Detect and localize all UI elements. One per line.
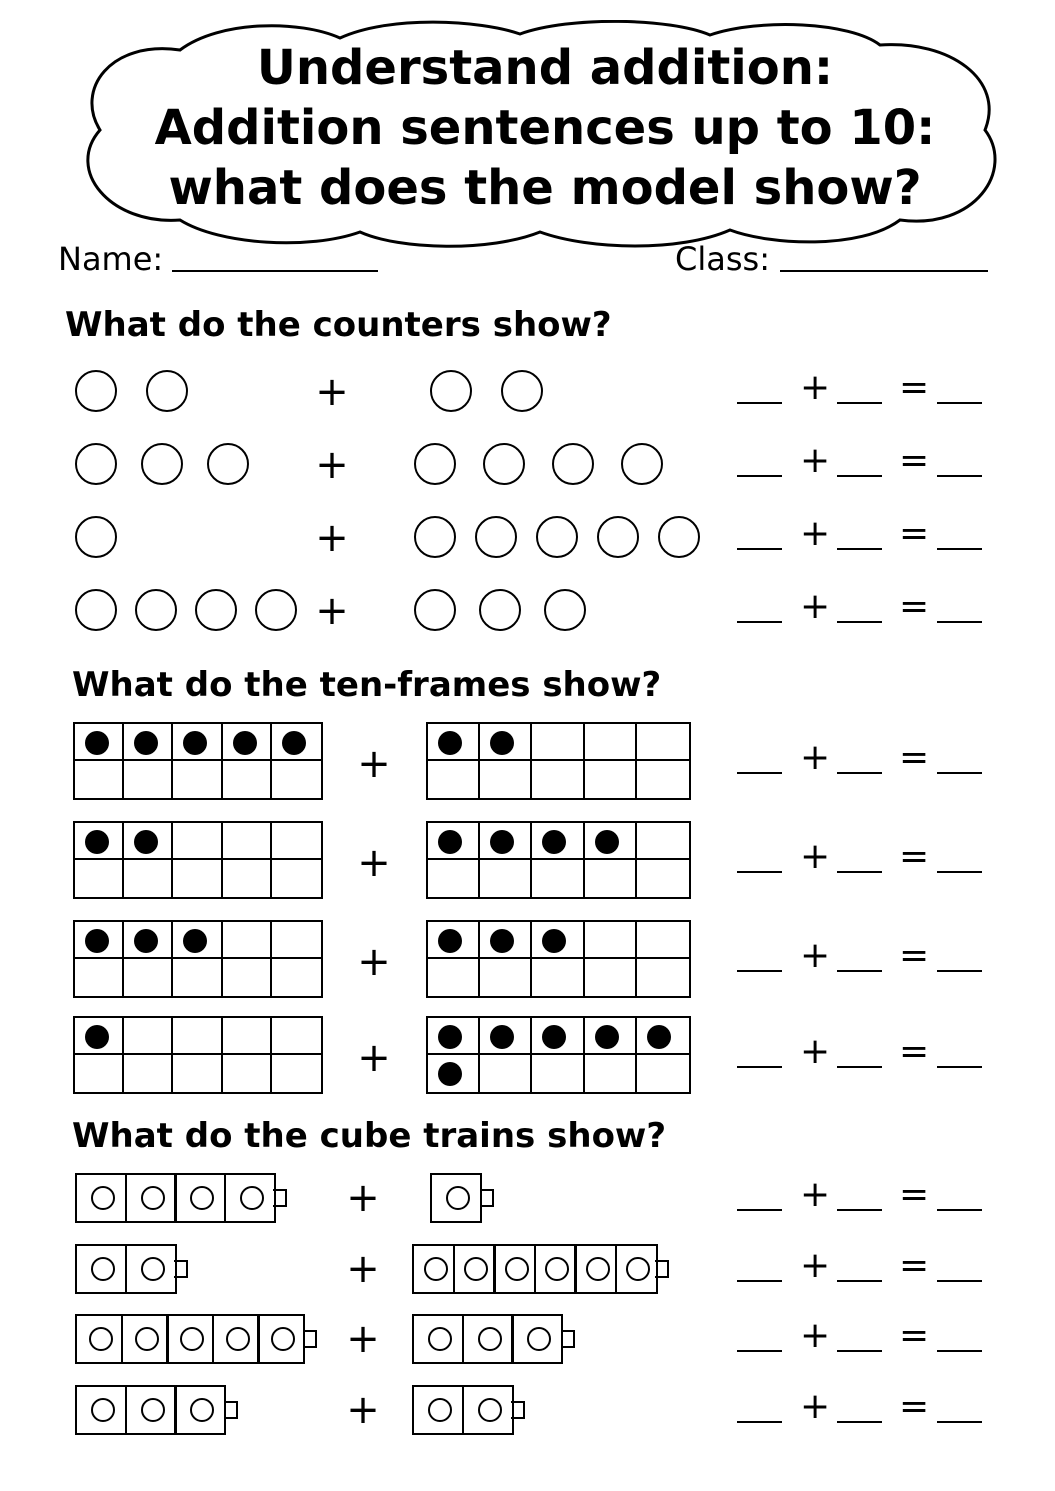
ten-frame-cell [272,860,321,897]
plus-sign: + [800,1174,831,1215]
addend-2-blank[interactable] [837,772,882,774]
counter-dot [134,830,158,854]
cube-hole [545,1257,569,1281]
cube [615,1244,658,1294]
cube-hole [91,1186,115,1210]
addend-2-blank[interactable] [837,871,882,873]
class-line[interactable] [780,270,988,272]
equals-sign: = [899,1386,930,1427]
addend-1-blank[interactable] [737,1280,782,1282]
addend-1-blank[interactable] [737,1421,782,1423]
name-label: Name: [58,240,164,278]
ten-frame-cell [585,761,637,798]
cube [511,1314,563,1364]
counter-dot [490,929,514,953]
counter [552,443,594,485]
cube-hole [91,1257,115,1281]
ten-frame-cell [75,823,124,860]
plus-sign: + [346,1175,380,1221]
addend-2-blank[interactable] [837,1280,882,1282]
ten-frames-heading: What do the ten-frames show? [72,665,662,705]
ten-frame-cell [75,1055,124,1092]
cube [125,1244,177,1294]
plus-sign: + [800,586,831,627]
ten-frame-cell [637,1055,689,1092]
counters-equation-3 [737,513,987,560]
ten-frame-cell [223,860,272,897]
equals-sign: = [899,836,930,877]
equals-sign: = [899,367,930,408]
counter [135,589,177,631]
counter [146,370,188,412]
counter-dot [233,731,257,755]
cube [121,1314,169,1364]
ten-frame-cell [532,1055,584,1092]
plus-sign: + [315,442,349,488]
ten-frame-cell [272,1018,321,1055]
sum-blank[interactable] [937,1066,982,1068]
ten-frame-cell [428,922,480,959]
plus-sign: + [800,1315,831,1356]
cube [257,1314,305,1364]
ten-frame-cell [637,922,689,959]
ten-frame-cell [124,1018,173,1055]
counter-dot [490,731,514,755]
ten-frame-cell [428,1018,480,1055]
ten-frame-cell [585,1055,637,1092]
ten-frame [426,722,691,800]
sum-blank[interactable] [937,548,982,550]
addend-2-blank[interactable] [837,1209,882,1211]
cube-hole [428,1327,452,1351]
addend-2-blank[interactable] [837,621,882,623]
ten-frame-cell [480,1018,532,1055]
addend-1-blank[interactable] [737,1066,782,1068]
addend-2-blank[interactable] [837,1350,882,1352]
cube [125,1385,177,1435]
ten-frame-cell [480,860,532,897]
counter-dot [183,731,207,755]
cube-hole [141,1257,165,1281]
cube-hole [190,1398,214,1422]
ten-frame-cell [272,724,321,761]
ten-frame-cell [585,823,637,860]
counters-equation-2 [737,440,987,487]
ten-frame-cell [637,959,689,996]
counter-dot [542,830,566,854]
counter [479,589,521,631]
cube-hole [586,1257,610,1281]
cube-hole [135,1327,159,1351]
cube [75,1314,123,1364]
ten-frame-cell [428,959,480,996]
cube-hole [464,1257,488,1281]
equals-sign: = [899,586,930,627]
ten-frames-equation-4 [737,1031,987,1078]
counter-dot [438,830,462,854]
cube [574,1244,617,1294]
ten-frame [426,1016,691,1094]
ten-frame-cell [480,922,532,959]
addend-1-blank[interactable] [737,402,782,404]
ten-frame-cell [532,959,584,996]
cube-hole [626,1257,650,1281]
equals-sign: = [899,1315,930,1356]
equals-sign: = [899,1174,930,1215]
ten-frame-cell [272,761,321,798]
cube-hole [271,1327,295,1351]
ten-frame-cell [223,1018,272,1055]
equals-sign: = [899,513,930,554]
ten-frame-cell [428,724,480,761]
ten-frame-cell [75,922,124,959]
cube [212,1314,260,1364]
cube [534,1244,577,1294]
sum-blank[interactable] [937,871,982,873]
cube [412,1385,464,1435]
ten-frame-cell [480,761,532,798]
plus-sign: + [357,1035,391,1081]
ten-frame-cell [124,823,173,860]
counters-heading: What do the counters show? [65,305,612,345]
sum-blank[interactable] [937,970,982,972]
addend-1-blank[interactable] [737,1350,782,1352]
addend-2-blank[interactable] [837,970,882,972]
ten-frame-cell [637,724,689,761]
addend-2-blank[interactable] [837,1421,882,1423]
cube-knob [174,1260,188,1278]
plus-sign: + [800,935,831,976]
ten-frame-cell [124,1055,173,1092]
counter-dot [490,830,514,854]
cube-hole [478,1398,502,1422]
equals-sign: = [899,440,930,481]
addend-1-blank[interactable] [737,621,782,623]
cube-hole [141,1398,165,1422]
ten-frame-cell [75,860,124,897]
cube-hole [424,1257,448,1281]
ten-frame-cell [272,1055,321,1092]
counter-dot [282,731,306,755]
ten-frame-cell [637,823,689,860]
counter-dot [542,1025,566,1049]
sum-blank[interactable] [937,772,982,774]
counter-dot [647,1025,671,1049]
cube-hole [190,1186,214,1210]
plus-sign: + [346,1387,380,1433]
counter-dot [490,1025,514,1049]
counter [658,516,700,558]
plus-sign: + [315,515,349,561]
ten-frame-cell [532,724,584,761]
cube-hole [446,1186,470,1210]
class-label: Class: [675,240,770,278]
counter-dot [85,830,109,854]
ten-frame-cell [532,860,584,897]
counter-dot [595,1025,619,1049]
cube-hole [226,1327,250,1351]
counter [414,589,456,631]
cube-knob [224,1401,238,1419]
addend-1-blank[interactable] [737,475,782,477]
plus-sign: + [800,836,831,877]
cube-hole [91,1398,115,1422]
cube [412,1314,464,1364]
counter-dot [134,929,158,953]
addend-2-blank[interactable] [837,475,882,477]
counter [544,589,586,631]
cube [453,1244,496,1294]
ten-frame-cell [173,1018,222,1055]
equals-sign: = [899,1245,930,1286]
sum-blank[interactable] [937,1350,982,1352]
ten-frame-cell [585,959,637,996]
ten-frame-cell [75,724,124,761]
ten-frame-cell [532,1018,584,1055]
cube-knob [561,1330,575,1348]
ten-frame-cell [428,860,480,897]
counter-dot [85,929,109,953]
sum-blank[interactable] [937,402,982,404]
plus-sign: + [800,367,831,408]
counter [255,589,297,631]
cube-hole [428,1398,452,1422]
sum-blank[interactable] [937,475,982,477]
sum-blank[interactable] [937,1209,982,1211]
cube-hole [240,1186,264,1210]
cube [412,1244,455,1294]
counter [621,443,663,485]
cube [125,1173,177,1223]
cube [430,1173,482,1223]
counter-dot [438,929,462,953]
ten-frame-cell [124,860,173,897]
counter-dot [85,731,109,755]
cube [224,1173,276,1223]
addend-2-blank[interactable] [837,1066,882,1068]
cube-hole [527,1327,551,1351]
plus-sign: + [800,513,831,554]
ten-frame-cell [272,959,321,996]
equals-sign: = [899,935,930,976]
ten-frame-cell [585,724,637,761]
addend-2-blank[interactable] [837,402,882,404]
ten-frame-cell [173,761,222,798]
counter [475,516,517,558]
plus-sign: + [800,1031,831,1072]
cube [75,1385,127,1435]
ten-frame-cell [75,1018,124,1055]
ten-frame-cell [272,922,321,959]
cube-knob [511,1401,525,1419]
ten-frame [426,920,691,998]
counter [414,443,456,485]
counter [597,516,639,558]
addend-2-blank[interactable] [837,548,882,550]
cube-knob [655,1260,669,1278]
ten-frame-cell [223,823,272,860]
plus-sign: + [315,369,349,415]
ten-frame-cell [124,959,173,996]
ten-frame-cell [124,922,173,959]
addend-1-blank[interactable] [737,1209,782,1211]
ten-frame-cell [223,922,272,959]
ten-frame-cell [637,761,689,798]
counter-dot [438,1062,462,1086]
counters-equation-4 [737,586,987,633]
counter [483,443,525,485]
plus-sign: + [357,939,391,985]
equals-sign: = [899,1031,930,1072]
plus-sign: + [357,840,391,886]
plus-sign: + [800,737,831,778]
counter-dot [438,1025,462,1049]
worksheet-title: Understand addition: Addition sentences up to 10: what does the model show? [154,40,936,216]
name-line[interactable] [172,270,378,272]
cube [462,1385,514,1435]
ten-frame-cell [480,724,532,761]
cube-trains-equation-3 [737,1315,987,1362]
ten-frame [73,722,323,800]
ten-frame-cell [173,724,222,761]
equals-sign: = [899,737,930,778]
plus-sign: + [315,588,349,634]
ten-frame-cell [532,823,584,860]
ten-frames-equation-2 [737,836,987,883]
ten-frames-equation-1 [737,737,987,784]
addend-1-blank[interactable] [737,772,782,774]
ten-frame-cell [428,823,480,860]
cube [75,1173,127,1223]
counter [207,443,249,485]
cube-hole [180,1327,204,1351]
counter [430,370,472,412]
ten-frame-cell [173,1055,222,1092]
cube-hole [505,1257,529,1281]
counter [75,516,117,558]
cube [174,1385,226,1435]
counter [414,516,456,558]
cube-trains-equation-2 [737,1245,987,1292]
ten-frame-cell [124,761,173,798]
cube [166,1314,214,1364]
counter [536,516,578,558]
counter [75,370,117,412]
counter-dot [542,929,566,953]
counter-dot [85,1025,109,1049]
sum-blank[interactable] [937,1421,982,1423]
counter [141,443,183,485]
cube-hole [141,1186,165,1210]
addend-1-blank[interactable] [737,970,782,972]
cube-knob [303,1330,317,1348]
cube [462,1314,514,1364]
ten-frame-cell [173,860,222,897]
ten-frame-cell [480,959,532,996]
counter [75,443,117,485]
cube [174,1173,226,1223]
ten-frame-cell [124,724,173,761]
addend-1-blank[interactable] [737,548,782,550]
counter-dot [595,830,619,854]
cube-trains-equation-1 [737,1174,987,1221]
ten-frame-cell [223,724,272,761]
counters-equation-1 [737,367,987,414]
cube-hole [89,1327,113,1351]
ten-frame-cell [75,761,124,798]
ten-frame-cell [75,959,124,996]
ten-frames-equation-3 [737,935,987,982]
ten-frame-cell [173,959,222,996]
ten-frame-cell [585,1018,637,1055]
ten-frame-cell [223,959,272,996]
ten-frame-cell [480,823,532,860]
plus-sign: + [800,440,831,481]
ten-frame [73,1016,323,1094]
counter-dot [438,731,462,755]
counter [501,370,543,412]
counter-dot [134,731,158,755]
plus-sign: + [346,1246,380,1292]
sum-blank[interactable] [937,621,982,623]
ten-frame-cell [272,823,321,860]
plus-sign: + [357,741,391,787]
ten-frame [426,821,691,899]
ten-frame-cell [532,761,584,798]
counter-dot [183,929,207,953]
sum-blank[interactable] [937,1280,982,1282]
plus-sign: + [800,1386,831,1427]
ten-frame-cell [428,761,480,798]
ten-frame-cell [428,1055,480,1092]
ten-frame-cell [480,1055,532,1092]
plus-sign: + [346,1316,380,1362]
ten-frame-cell [585,922,637,959]
ten-frame-cell [173,823,222,860]
ten-frame-cell [223,761,272,798]
counter [195,589,237,631]
cube [493,1244,536,1294]
ten-frame-cell [532,922,584,959]
ten-frame-cell [223,1055,272,1092]
cube-knob [273,1189,287,1207]
ten-frame [73,920,323,998]
cube-trains-equation-4 [737,1386,987,1433]
addend-1-blank[interactable] [737,871,782,873]
ten-frame [73,821,323,899]
cube-trains-heading: What do the cube trains show? [72,1116,667,1156]
ten-frame-cell [173,922,222,959]
cube-knob [480,1189,494,1207]
cube-hole [478,1327,502,1351]
ten-frame-cell [637,1018,689,1055]
ten-frame-cell [637,860,689,897]
plus-sign: + [800,1245,831,1286]
counter [75,589,117,631]
ten-frame-cell [585,860,637,897]
cube [75,1244,127,1294]
